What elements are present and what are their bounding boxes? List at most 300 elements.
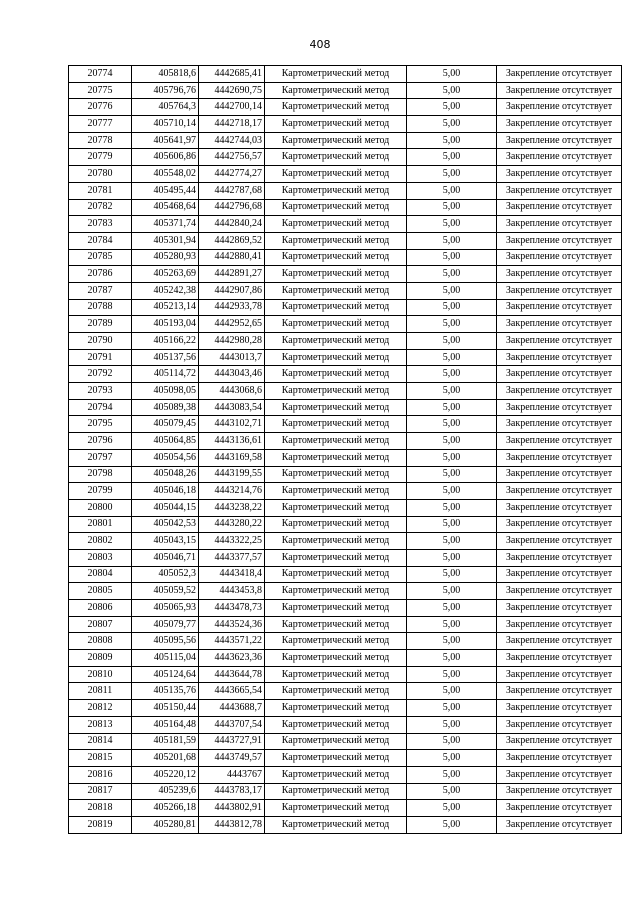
table-row <box>69 716 622 733</box>
fixation-cell: Закрепление отсутствует <box>497 66 622 83</box>
fixation-cell: Закрепление отсутствует <box>497 116 622 133</box>
accuracy-cell: 5,00 <box>407 466 497 483</box>
x-coordinate-cell: 405371,74 <box>132 216 199 233</box>
accuracy-cell: 5,00 <box>407 516 497 533</box>
x-coordinate-cell: 405641,97 <box>132 132 199 149</box>
accuracy-cell: 5,00 <box>407 633 497 650</box>
table-body <box>69 66 622 834</box>
method-cell: Картометрический метод <box>265 316 407 333</box>
accuracy-cell: 5,00 <box>407 650 497 667</box>
accuracy-cell: 5,00 <box>407 700 497 717</box>
point-number-cell: 20794 <box>69 399 132 416</box>
method-cell: Картометрический метод <box>265 166 407 183</box>
point-number-cell: 20783 <box>69 216 132 233</box>
x-coordinate-cell: 405301,94 <box>132 232 199 249</box>
table-row <box>69 583 622 600</box>
x-coordinate-cell: 405046,71 <box>132 549 199 566</box>
fixation-cell: Закрепление отсутствует <box>497 299 622 316</box>
point-number-cell: 20774 <box>69 66 132 83</box>
accuracy-cell: 5,00 <box>407 533 497 550</box>
method-cell: Картометрический метод <box>265 766 407 783</box>
table-row <box>69 783 622 800</box>
method-cell: Картометрический метод <box>265 483 407 500</box>
point-number-cell: 20808 <box>69 633 132 650</box>
y-coordinate-cell: 4442907,86 <box>199 282 265 299</box>
x-coordinate-cell: 405079,77 <box>132 616 199 633</box>
table-row <box>69 750 622 767</box>
method-cell: Картометрический метод <box>265 733 407 750</box>
x-coordinate-cell: 405280,93 <box>132 249 199 266</box>
accuracy-cell: 5,00 <box>407 816 497 833</box>
method-cell: Картометрический метод <box>265 583 407 600</box>
method-cell: Картометрический метод <box>265 666 407 683</box>
point-number-cell: 20776 <box>69 99 132 116</box>
x-coordinate-cell: 405137,56 <box>132 349 199 366</box>
y-coordinate-cell: 4443623,36 <box>199 650 265 667</box>
accuracy-cell: 5,00 <box>407 783 497 800</box>
table-row <box>69 816 622 833</box>
x-coordinate-cell: 405079,45 <box>132 416 199 433</box>
accuracy-cell: 5,00 <box>407 733 497 750</box>
point-number-cell: 20818 <box>69 800 132 817</box>
fixation-cell: Закрепление отсутствует <box>497 466 622 483</box>
fixation-cell: Закрепление отсутствует <box>497 149 622 166</box>
method-cell: Картометрический метод <box>265 716 407 733</box>
table-row <box>69 249 622 266</box>
accuracy-cell: 5,00 <box>407 433 497 450</box>
method-cell: Картометрический метод <box>265 82 407 99</box>
y-coordinate-cell: 4443802,91 <box>199 800 265 817</box>
accuracy-cell: 5,00 <box>407 666 497 683</box>
y-coordinate-cell: 4443280,22 <box>199 516 265 533</box>
point-number-cell: 20786 <box>69 266 132 283</box>
point-number-cell: 20799 <box>69 483 132 500</box>
fixation-cell: Закрепление отсутствует <box>497 516 622 533</box>
fixation-cell: Закрепление отсутствует <box>497 783 622 800</box>
y-coordinate-cell: 4442744,03 <box>199 132 265 149</box>
method-cell: Картометрический метод <box>265 216 407 233</box>
point-number-cell: 20790 <box>69 333 132 350</box>
y-coordinate-cell: 4442840,24 <box>199 216 265 233</box>
table-row <box>69 282 622 299</box>
fixation-cell: Закрепление отсутствует <box>497 316 622 333</box>
accuracy-cell: 5,00 <box>407 616 497 633</box>
table-row <box>69 149 622 166</box>
accuracy-cell: 5,00 <box>407 199 497 216</box>
accuracy-cell: 5,00 <box>407 182 497 199</box>
point-number-cell: 20804 <box>69 566 132 583</box>
y-coordinate-cell: 4443727,91 <box>199 733 265 750</box>
table-row <box>69 99 622 116</box>
accuracy-cell: 5,00 <box>407 66 497 83</box>
y-coordinate-cell: 4443043,46 <box>199 366 265 383</box>
point-number-cell: 20791 <box>69 349 132 366</box>
accuracy-cell: 5,00 <box>407 132 497 149</box>
accuracy-cell: 5,00 <box>407 800 497 817</box>
point-number-cell: 20807 <box>69 616 132 633</box>
fixation-cell: Закрепление отсутствует <box>497 683 622 700</box>
table-row <box>69 483 622 500</box>
table-row <box>69 449 622 466</box>
fixation-cell: Закрепление отсутствует <box>497 666 622 683</box>
table-row <box>69 433 622 450</box>
table-row <box>69 466 622 483</box>
table-row <box>69 132 622 149</box>
x-coordinate-cell: 405796,76 <box>132 82 199 99</box>
y-coordinate-cell: 4442980,28 <box>199 333 265 350</box>
accuracy-cell: 5,00 <box>407 266 497 283</box>
table-row <box>69 499 622 516</box>
accuracy-cell: 5,00 <box>407 166 497 183</box>
fixation-cell: Закрепление отсутствует <box>497 199 622 216</box>
method-cell: Картометрический метод <box>265 549 407 566</box>
x-coordinate-cell: 405095,56 <box>132 633 199 650</box>
accuracy-cell: 5,00 <box>407 683 497 700</box>
x-coordinate-cell: 405115,04 <box>132 650 199 667</box>
method-cell: Картометрический метод <box>265 800 407 817</box>
x-coordinate-cell: 405606,86 <box>132 149 199 166</box>
method-cell: Картометрический метод <box>265 399 407 416</box>
point-number-cell: 20784 <box>69 232 132 249</box>
table-row <box>69 700 622 717</box>
y-coordinate-cell: 4442756,57 <box>199 149 265 166</box>
point-number-cell: 20813 <box>69 716 132 733</box>
fixation-cell: Закрепление отсутствует <box>497 282 622 299</box>
point-number-cell: 20814 <box>69 733 132 750</box>
x-coordinate-cell: 405048,26 <box>132 466 199 483</box>
y-coordinate-cell: 4442796,68 <box>199 199 265 216</box>
fixation-cell: Закрепление отсутствует <box>497 483 622 500</box>
x-coordinate-cell: 405220,12 <box>132 766 199 783</box>
table-row <box>69 266 622 283</box>
y-coordinate-cell: 4442787,68 <box>199 182 265 199</box>
method-cell: Картометрический метод <box>265 433 407 450</box>
table-row <box>69 600 622 617</box>
x-coordinate-cell: 405280,81 <box>132 816 199 833</box>
coordinates-table <box>68 65 622 834</box>
fixation-cell: Закрепление отсутствует <box>497 816 622 833</box>
method-cell: Картометрический метод <box>265 149 407 166</box>
accuracy-cell: 5,00 <box>407 566 497 583</box>
point-number-cell: 20809 <box>69 650 132 667</box>
accuracy-cell: 5,00 <box>407 216 497 233</box>
method-cell: Картометрический метод <box>265 349 407 366</box>
method-cell: Картометрический метод <box>265 282 407 299</box>
x-coordinate-cell: 405043,15 <box>132 533 199 550</box>
x-coordinate-cell: 405098,05 <box>132 383 199 400</box>
y-coordinate-cell: 4442700,14 <box>199 99 265 116</box>
y-coordinate-cell: 4442891,27 <box>199 266 265 283</box>
table-row <box>69 349 622 366</box>
fixation-cell: Закрепление отсутствует <box>497 449 622 466</box>
method-cell: Картометрический метод <box>265 249 407 266</box>
fixation-cell: Закрепление отсутствует <box>497 99 622 116</box>
accuracy-cell: 5,00 <box>407 766 497 783</box>
x-coordinate-cell: 405818,6 <box>132 66 199 83</box>
x-coordinate-cell: 405263,69 <box>132 266 199 283</box>
point-number-cell: 20782 <box>69 199 132 216</box>
method-cell: Картометрический метод <box>265 299 407 316</box>
y-coordinate-cell: 4443068,6 <box>199 383 265 400</box>
y-coordinate-cell: 4443322,25 <box>199 533 265 550</box>
accuracy-cell: 5,00 <box>407 383 497 400</box>
x-coordinate-cell: 405124,64 <box>132 666 199 683</box>
table-row <box>69 633 622 650</box>
point-number-cell: 20785 <box>69 249 132 266</box>
point-number-cell: 20793 <box>69 383 132 400</box>
table-row <box>69 650 622 667</box>
fixation-cell: Закрепление отсутствует <box>497 182 622 199</box>
point-number-cell: 20789 <box>69 316 132 333</box>
point-number-cell: 20787 <box>69 282 132 299</box>
table-row <box>69 516 622 533</box>
accuracy-cell: 5,00 <box>407 99 497 116</box>
fixation-cell: Закрепление отсутствует <box>497 433 622 450</box>
y-coordinate-cell: 4443083,54 <box>199 399 265 416</box>
fixation-cell: Закрепление отсутствует <box>497 82 622 99</box>
x-coordinate-cell: 405213,14 <box>132 299 199 316</box>
fixation-cell: Закрепление отсутствует <box>497 616 622 633</box>
point-number-cell: 20806 <box>69 600 132 617</box>
method-cell: Картометрический метод <box>265 633 407 650</box>
table-row <box>69 616 622 633</box>
x-coordinate-cell: 405164,48 <box>132 716 199 733</box>
y-coordinate-cell: 4443688,7 <box>199 700 265 717</box>
table-row <box>69 232 622 249</box>
accuracy-cell: 5,00 <box>407 716 497 733</box>
method-cell: Картометрический метод <box>265 616 407 633</box>
x-coordinate-cell: 405495,44 <box>132 182 199 199</box>
fixation-cell: Закрепление отсутствует <box>497 716 622 733</box>
accuracy-cell: 5,00 <box>407 149 497 166</box>
y-coordinate-cell: 4443238,22 <box>199 499 265 516</box>
y-coordinate-cell: 4442952,65 <box>199 316 265 333</box>
x-coordinate-cell: 405114,72 <box>132 366 199 383</box>
point-number-cell: 20803 <box>69 549 132 566</box>
fixation-cell: Закрепление отсутствует <box>497 216 622 233</box>
table-row <box>69 299 622 316</box>
method-cell: Картометрический метод <box>265 66 407 83</box>
table-row <box>69 383 622 400</box>
point-number-cell: 20801 <box>69 516 132 533</box>
point-number-cell: 20778 <box>69 132 132 149</box>
y-coordinate-cell: 4443013,7 <box>199 349 265 366</box>
method-cell: Картометрический метод <box>265 650 407 667</box>
accuracy-cell: 5,00 <box>407 499 497 516</box>
y-coordinate-cell: 4442933,78 <box>199 299 265 316</box>
point-number-cell: 20812 <box>69 700 132 717</box>
fixation-cell: Закрепление отсутствует <box>497 132 622 149</box>
point-number-cell: 20792 <box>69 366 132 383</box>
accuracy-cell: 5,00 <box>407 249 497 266</box>
x-coordinate-cell: 405266,18 <box>132 800 199 817</box>
method-cell: Картометрический метод <box>265 116 407 133</box>
table-row <box>69 733 622 750</box>
y-coordinate-cell: 4442685,41 <box>199 66 265 83</box>
method-cell: Картометрический метод <box>265 383 407 400</box>
method-cell: Картометрический метод <box>265 683 407 700</box>
y-coordinate-cell: 4443571,22 <box>199 633 265 650</box>
x-coordinate-cell: 405089,38 <box>132 399 199 416</box>
accuracy-cell: 5,00 <box>407 232 497 249</box>
x-coordinate-cell: 405764,3 <box>132 99 199 116</box>
table-row <box>69 82 622 99</box>
point-number-cell: 20781 <box>69 182 132 199</box>
x-coordinate-cell: 405044,15 <box>132 499 199 516</box>
fixation-cell: Закрепление отсутствует <box>497 533 622 550</box>
fixation-cell: Закрепление отсутствует <box>497 383 622 400</box>
table-row <box>69 182 622 199</box>
table-row <box>69 766 622 783</box>
y-coordinate-cell: 4442690,75 <box>199 82 265 99</box>
point-number-cell: 20798 <box>69 466 132 483</box>
fixation-cell: Закрепление отсутствует <box>497 650 622 667</box>
method-cell: Картометрический метод <box>265 199 407 216</box>
y-coordinate-cell: 4443478,73 <box>199 600 265 617</box>
method-cell: Картометрический метод <box>265 449 407 466</box>
accuracy-cell: 5,00 <box>407 600 497 617</box>
method-cell: Картометрический метод <box>265 182 407 199</box>
fixation-cell: Закрепление отсутствует <box>497 800 622 817</box>
point-number-cell: 20805 <box>69 583 132 600</box>
fixation-cell: Закрепление отсутствует <box>497 549 622 566</box>
table-row <box>69 666 622 683</box>
table-row <box>69 333 622 350</box>
point-number-cell: 20779 <box>69 149 132 166</box>
x-coordinate-cell: 405193,04 <box>132 316 199 333</box>
point-number-cell: 20775 <box>69 82 132 99</box>
y-coordinate-cell: 4443136,61 <box>199 433 265 450</box>
point-number-cell: 20797 <box>69 449 132 466</box>
fixation-cell: Закрепление отсутствует <box>497 583 622 600</box>
method-cell: Картометрический метод <box>265 700 407 717</box>
x-coordinate-cell: 405065,93 <box>132 600 199 617</box>
accuracy-cell: 5,00 <box>407 750 497 767</box>
table-row <box>69 566 622 583</box>
table-row <box>69 800 622 817</box>
x-coordinate-cell: 405046,18 <box>132 483 199 500</box>
point-number-cell: 20802 <box>69 533 132 550</box>
page-number: 408 <box>309 38 331 51</box>
accuracy-cell: 5,00 <box>407 316 497 333</box>
point-number-cell: 20817 <box>69 783 132 800</box>
method-cell: Картометрический метод <box>265 816 407 833</box>
y-coordinate-cell: 4443377,57 <box>199 549 265 566</box>
y-coordinate-cell: 4443665,54 <box>199 683 265 700</box>
accuracy-cell: 5,00 <box>407 416 497 433</box>
y-coordinate-cell: 4443749,57 <box>199 750 265 767</box>
fixation-cell: Закрепление отсутствует <box>497 399 622 416</box>
point-number-cell: 20780 <box>69 166 132 183</box>
y-coordinate-cell: 4443214,76 <box>199 483 265 500</box>
x-coordinate-cell: 405166,22 <box>132 333 199 350</box>
method-cell: Картометрический метод <box>265 466 407 483</box>
y-coordinate-cell: 4443199,55 <box>199 466 265 483</box>
table-row <box>69 399 622 416</box>
fixation-cell: Закрепление отсутствует <box>497 416 622 433</box>
x-coordinate-cell: 405242,38 <box>132 282 199 299</box>
table-row <box>69 116 622 133</box>
method-cell: Картометрический метод <box>265 366 407 383</box>
fixation-cell: Закрепление отсутствует <box>497 750 622 767</box>
y-coordinate-cell: 4443169,58 <box>199 449 265 466</box>
y-coordinate-cell: 4443524,36 <box>199 616 265 633</box>
point-number-cell: 20811 <box>69 683 132 700</box>
x-coordinate-cell: 405054,56 <box>132 449 199 466</box>
table-row <box>69 533 622 550</box>
table-row <box>69 216 622 233</box>
y-coordinate-cell: 4443418,4 <box>199 566 265 583</box>
x-coordinate-cell: 405201,68 <box>132 750 199 767</box>
accuracy-cell: 5,00 <box>407 299 497 316</box>
fixation-cell: Закрепление отсутствует <box>497 700 622 717</box>
x-coordinate-cell: 405150,44 <box>132 700 199 717</box>
y-coordinate-cell: 4442880,41 <box>199 249 265 266</box>
fixation-cell: Закрепление отсутствует <box>497 249 622 266</box>
fixation-cell: Закрепление отсутствует <box>497 633 622 650</box>
fixation-cell: Закрепление отсутствует <box>497 566 622 583</box>
x-coordinate-cell: 405042,53 <box>132 516 199 533</box>
method-cell: Картометрический метод <box>265 416 407 433</box>
method-cell: Картометрический метод <box>265 750 407 767</box>
fixation-cell: Закрепление отсутствует <box>497 166 622 183</box>
y-coordinate-cell: 4443783,17 <box>199 783 265 800</box>
accuracy-cell: 5,00 <box>407 449 497 466</box>
table-row <box>69 199 622 216</box>
method-cell: Картометрический метод <box>265 333 407 350</box>
point-number-cell: 20816 <box>69 766 132 783</box>
y-coordinate-cell: 4443102,71 <box>199 416 265 433</box>
accuracy-cell: 5,00 <box>407 583 497 600</box>
method-cell: Картометрический метод <box>265 600 407 617</box>
fixation-cell: Закрепление отсутствует <box>497 333 622 350</box>
x-coordinate-cell: 405064,85 <box>132 433 199 450</box>
fixation-cell: Закрепление отсутствует <box>497 766 622 783</box>
point-number-cell: 20819 <box>69 816 132 833</box>
accuracy-cell: 5,00 <box>407 483 497 500</box>
x-coordinate-cell: 405135,76 <box>132 683 199 700</box>
point-number-cell: 20810 <box>69 666 132 683</box>
fixation-cell: Закрепление отсутствует <box>497 600 622 617</box>
point-number-cell: 20800 <box>69 499 132 516</box>
y-coordinate-cell: 4443812,78 <box>199 816 265 833</box>
y-coordinate-cell: 4442718,17 <box>199 116 265 133</box>
y-coordinate-cell: 4443453,8 <box>199 583 265 600</box>
accuracy-cell: 5,00 <box>407 333 497 350</box>
x-coordinate-cell: 405181,59 <box>132 733 199 750</box>
method-cell: Картометрический метод <box>265 516 407 533</box>
x-coordinate-cell: 405052,3 <box>132 566 199 583</box>
point-number-cell: 20777 <box>69 116 132 133</box>
accuracy-cell: 5,00 <box>407 549 497 566</box>
method-cell: Картометрический метод <box>265 132 407 149</box>
method-cell: Картометрический метод <box>265 99 407 116</box>
point-number-cell: 20795 <box>69 416 132 433</box>
table-row <box>69 166 622 183</box>
accuracy-cell: 5,00 <box>407 349 497 366</box>
y-coordinate-cell: 4443644,78 <box>199 666 265 683</box>
fixation-cell: Закрепление отсутствует <box>497 349 622 366</box>
y-coordinate-cell: 4442774,27 <box>199 166 265 183</box>
method-cell: Картометрический метод <box>265 783 407 800</box>
y-coordinate-cell: 4443767 <box>199 766 265 783</box>
accuracy-cell: 5,00 <box>407 399 497 416</box>
fixation-cell: Закрепление отсутствует <box>497 499 622 516</box>
method-cell: Картометрический метод <box>265 566 407 583</box>
accuracy-cell: 5,00 <box>407 82 497 99</box>
table-row <box>69 416 622 433</box>
x-coordinate-cell: 405468,64 <box>132 199 199 216</box>
